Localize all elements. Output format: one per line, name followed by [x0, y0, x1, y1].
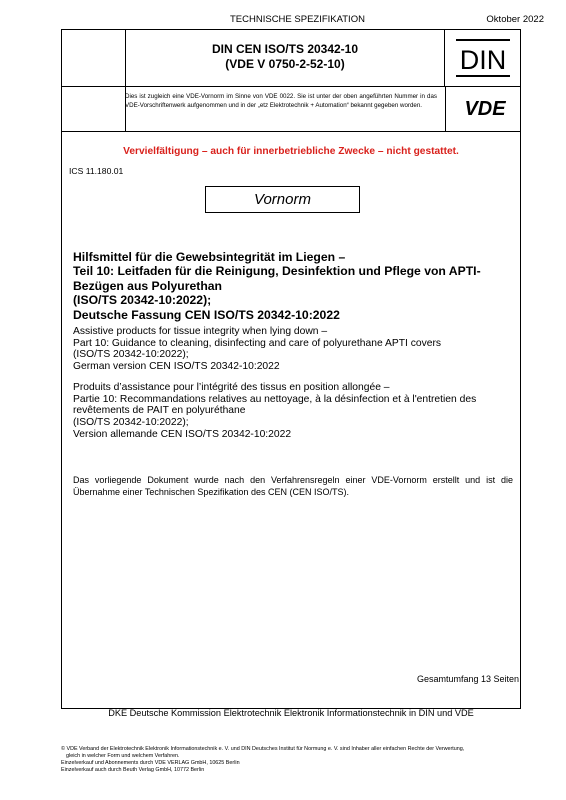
total-pages: Gesamtumfang 13 Seiten [416, 674, 519, 684]
footer-line: Einzelverkauf auch durch Beuth Verlag GmbH, 10772 Berlin [61, 766, 205, 773]
title-line: Partie 10: Recommandations relatives au nettoyage, à la désinfection et à l'entretien des [73, 393, 477, 405]
standard-number: DIN CEN ISO/TS 20342-10 [211, 42, 359, 56]
title-line: Assistive products for tissue integrity when lying down – [73, 326, 328, 337]
title-line: Bezügen aus Polyurethan [73, 278, 222, 293]
footer-line: Einzelverkauf und Abonnements durch VDE VERLAG GmbH, 10625 Berlin [61, 759, 240, 766]
title-line: Part 10: Guidance to cleaning, disinfecting and care of polyurethane APTI covers [73, 337, 442, 349]
title-line: Version allemande CEN ISO/TS 20342-10:2022 [73, 428, 292, 440]
publication-date: Oktober 2022 [486, 14, 544, 25]
footer-line: gleich in welcher Form und welchem Verfahren. [66, 752, 180, 759]
title-line: Produits d’assistance pour l’intégrité des tissus en position allongée – [73, 382, 390, 393]
vde-logo [454, 98, 516, 118]
vde-logo-text: VDE [464, 98, 506, 118]
title-line: German version CEN ISO/TS 20342-10:2022 [73, 361, 280, 373]
vde-classification: (VDE V 0750-2-52-10) [225, 57, 345, 71]
standard-number-cell [125, 29, 445, 87]
ics-code: ICS 11.180.01 [69, 166, 124, 176]
title-line: Teil 10: Leitfaden für die Reinigung, Desinfektion und Pflege von APTI- [73, 264, 481, 279]
title-english [73, 326, 513, 373]
title-line: (ISO/TS 20342-10:2022); [73, 417, 189, 429]
title-line: Deutsche Fassung CEN ISO/TS 20342-10:2022 [73, 307, 340, 322]
dke-line: DKE Deutsche Kommission Elektrotechnik Elektronik Informationstechnik in DIN und VDE [108, 708, 474, 718]
document-type: TECHNISCHE SPEZIFIKATION [230, 14, 365, 25]
footer-line: © VDE Verband der Elektrotechnik Elektronik Informationstechnik e. V. und DIN Deutsches Institut für Normung e. V. sind Inhaber aller einfachen Rechte der Verwertung, [61, 746, 465, 752]
title-line: (ISO/TS 20342-10:2022); [73, 349, 189, 361]
vde-note: Dies ist zugleich eine VDE-Vornorm im Sinne von VDE 0022. Sie ist unter der oben angeführten Nummer in das VDE-Vorschriftenwerk aufgenommen und in der „etz Elektrotechnik + Automation“ bekannt gegeben worden. [125, 93, 437, 109]
title-line: Hilfsmittel für die Gewebsintegrität im Liegen – [73, 250, 346, 264]
vornorm-label: Vornorm [205, 186, 360, 213]
title-french [73, 382, 513, 441]
copyright-footer [61, 746, 531, 774]
din-logo [452, 37, 514, 79]
document-note: Das vorliegende Dokument wurde nach den Verfahrensregeln einer VDE-Vornorm erstellt und ist die Übernahme einer Technischen Spezifikation des CEN (CEN ISO/TS). [73, 475, 513, 497]
title-line: (ISO/TS 20342-10:2022); [73, 293, 212, 308]
din-logo-text: DIN [459, 45, 507, 75]
divider [445, 87, 446, 132]
title-german [73, 250, 513, 322]
title-line: revêtements de PAIT en polyuréthane [73, 405, 246, 417]
copy-notice: Vervielfältigung – auch für innerbetriebliche Zwecke – nicht gestattet. [123, 146, 459, 157]
